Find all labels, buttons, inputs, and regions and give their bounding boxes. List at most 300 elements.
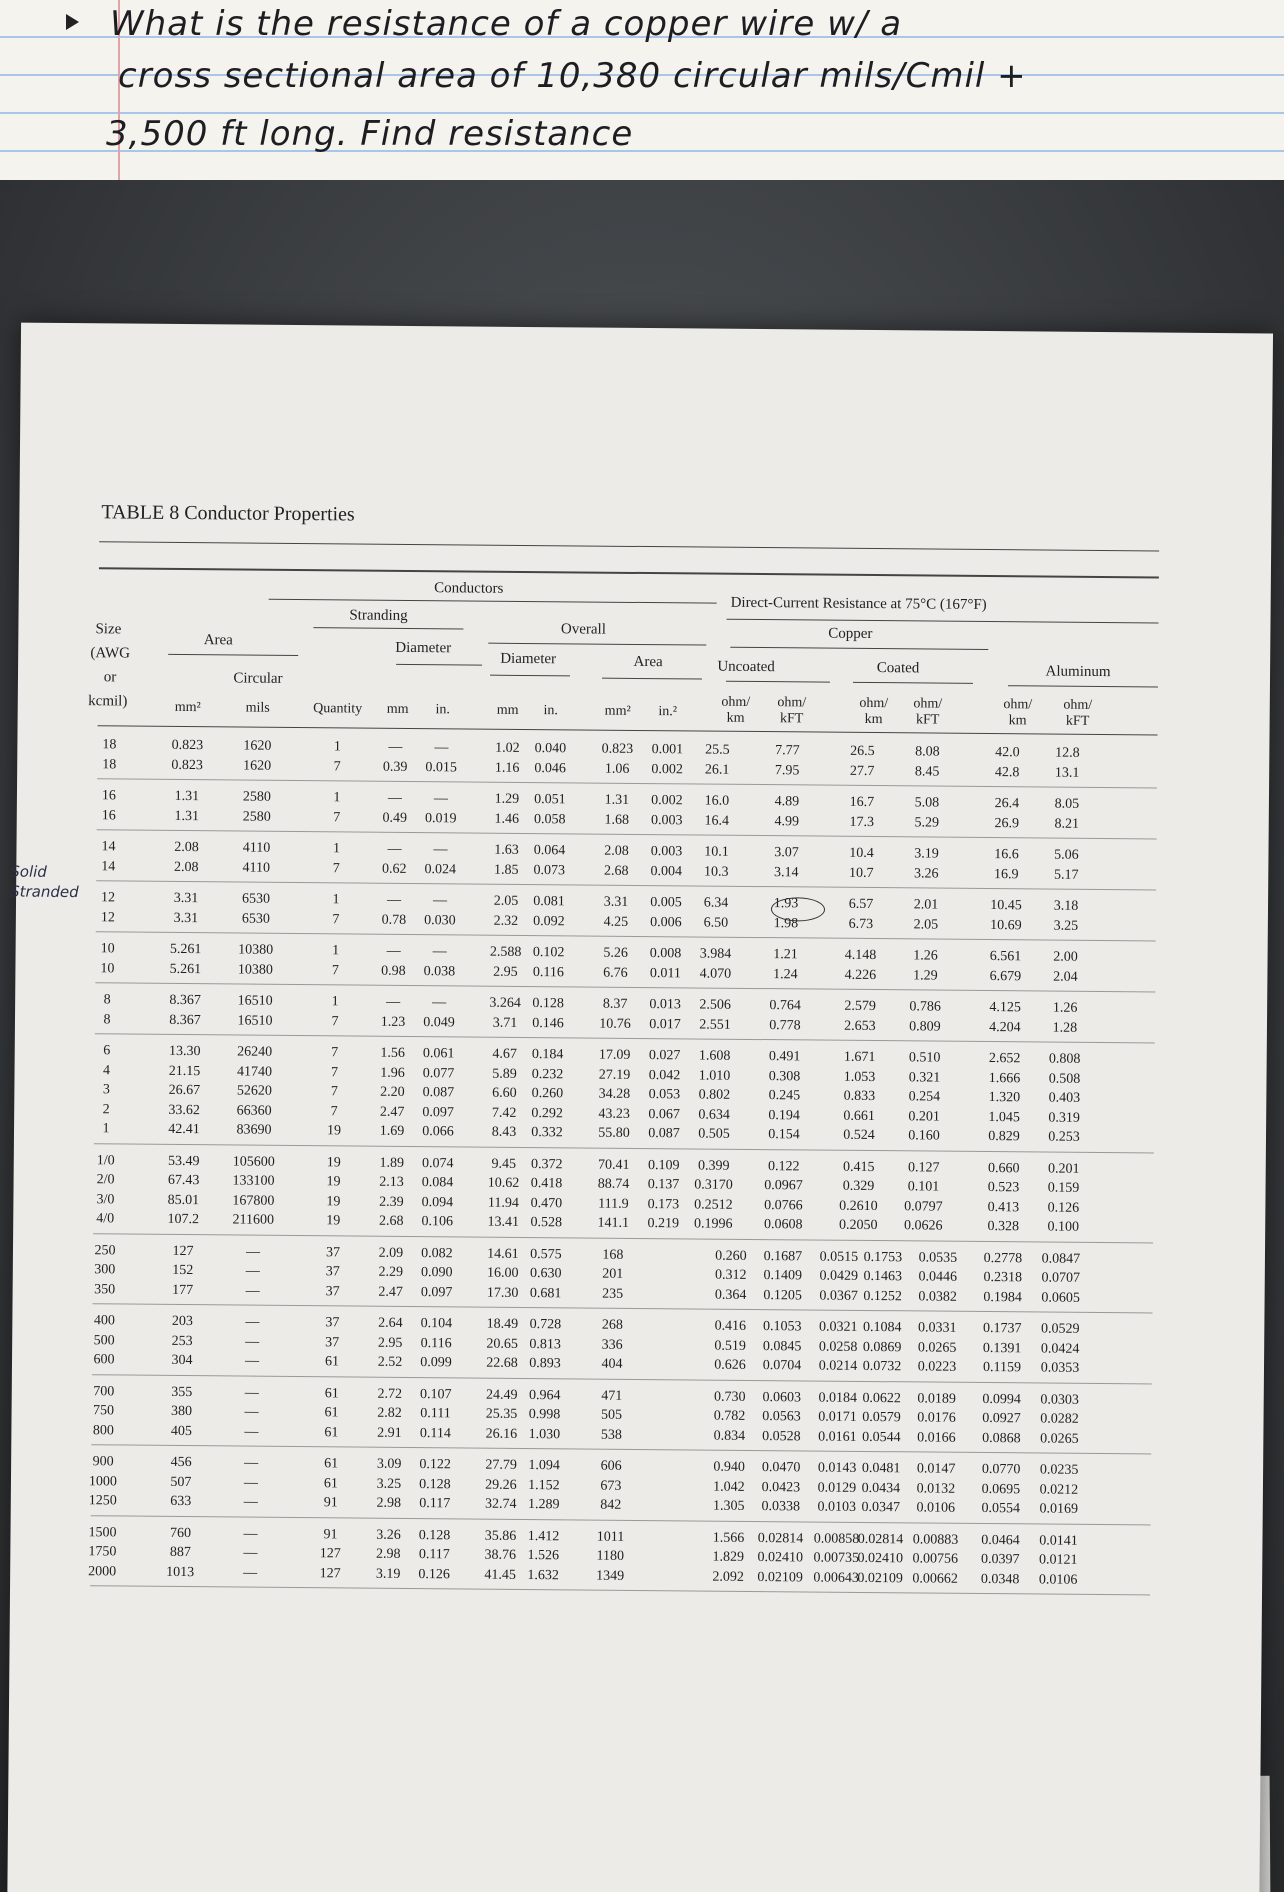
table-cell: 26.5 xyxy=(850,743,875,760)
table-cell: 7 xyxy=(331,962,339,978)
table-cell: 1.96 xyxy=(380,1065,405,1081)
table-cell: 0.082 xyxy=(421,1245,453,1261)
table-cell: 0.0223 xyxy=(917,1359,957,1375)
table-cell: 2.05 xyxy=(913,916,939,933)
table-cell: 0.0626 xyxy=(903,1218,943,1234)
table-cell: 0.519 xyxy=(714,1338,746,1354)
table-cell: 2.52 xyxy=(377,1354,403,1370)
table-cell: 0.102 xyxy=(532,945,565,961)
table-cell: 0.829 xyxy=(988,1129,1020,1145)
copper-rule xyxy=(730,647,988,650)
table-cell: 19 xyxy=(326,1213,341,1229)
table-cell: 0.2778 xyxy=(983,1250,1023,1266)
table-cell: 2580 xyxy=(242,789,272,805)
table-cell: 0.027 xyxy=(648,1048,681,1064)
table-cell: 380 xyxy=(171,1403,193,1420)
overall-rule xyxy=(488,643,706,646)
row-size: 1750 xyxy=(88,1544,117,1560)
table-cell: 1.320 xyxy=(988,1090,1021,1106)
table-cell: 1.671 xyxy=(843,1049,876,1066)
table-cell: 0.416 xyxy=(714,1318,747,1334)
table-cell: 25.5 xyxy=(705,742,730,758)
table-cell: 0.00643 xyxy=(813,1570,859,1586)
table-page xyxy=(7,323,1273,1892)
table-cell: 2.39 xyxy=(379,1194,404,1210)
dcr-header: Direct-Current Resistance at 75°C (167°F) xyxy=(730,594,987,614)
table-cell: 0.040 xyxy=(534,741,567,757)
row-size: 8 xyxy=(103,992,111,1008)
table-cell: 0.201 xyxy=(1047,1161,1080,1177)
table-cell: 26.16 xyxy=(485,1426,518,1442)
table-cell: 673 xyxy=(600,1478,622,1494)
table-cell: 1620 xyxy=(243,758,272,774)
table-cell: 7.95 xyxy=(774,762,800,778)
table-cell: 0.099 xyxy=(420,1355,452,1371)
table-cell: 1 xyxy=(332,892,340,908)
table-cell: 4110 xyxy=(242,860,271,876)
table-cell: 2.98 xyxy=(376,1546,401,1562)
column-header: ohm/ km xyxy=(859,695,889,728)
note-line-3: 3,500 ft long. Find resistance xyxy=(106,114,634,154)
row-size: 300 xyxy=(94,1262,116,1278)
table-cell: 26.4 xyxy=(994,796,1020,812)
table-cell: 6.50 xyxy=(703,915,729,931)
table-cell: 0.1084 xyxy=(863,1319,902,1336)
table-cell: 0.154 xyxy=(768,1127,800,1143)
table-cell: 0.575 xyxy=(530,1246,562,1262)
table-cell: 0.0147 xyxy=(916,1461,956,1477)
table-cell: 1013 xyxy=(166,1564,195,1580)
table-cell: 0.0106 xyxy=(916,1500,956,1516)
table-cell: 1.666 xyxy=(988,1070,1021,1086)
table-cell: 1.094 xyxy=(528,1458,560,1474)
table-cell: 0.064 xyxy=(533,843,566,859)
table-cell: 61 xyxy=(324,1405,339,1421)
table-cell: 1.85 xyxy=(494,862,519,878)
table-cell: 0.1753 xyxy=(863,1249,903,1265)
table-cell: 4.89 xyxy=(774,794,800,810)
table-cell: 1.29 xyxy=(494,791,520,807)
table-cell: 0.051 xyxy=(534,792,566,808)
table-cell: 1349 xyxy=(596,1568,625,1584)
table-cell: 17.09 xyxy=(598,1047,631,1063)
table-cell: 0.0927 xyxy=(982,1410,1021,1427)
table-cell: 0.0143 xyxy=(817,1460,857,1476)
uncoated-header: Uncoated xyxy=(717,658,775,676)
table-cell: 0.413 xyxy=(987,1199,1020,1215)
table-cell: 0.0528 xyxy=(762,1428,801,1444)
table-cell: 8.21 xyxy=(1054,816,1080,832)
table-cell: 0.117 xyxy=(419,1496,451,1512)
table-cell: 0.030 xyxy=(424,912,456,928)
overall-diameter-rule xyxy=(490,675,570,677)
table-cell: 34.28 xyxy=(598,1086,631,1102)
table-cell: 0.127 xyxy=(907,1159,940,1176)
table-cell: 0.2610 xyxy=(839,1198,878,1214)
table-cell: 1 xyxy=(333,739,341,755)
table-cell: 1.89 xyxy=(379,1155,405,1171)
table-cell: 0.0121 xyxy=(1038,1552,1078,1568)
table-cell: 0.319 xyxy=(1048,1110,1080,1126)
table-cell: 1.829 xyxy=(712,1549,745,1565)
table-cell: 0.104 xyxy=(420,1316,453,1332)
area-rule xyxy=(168,654,298,656)
overall-area-rule xyxy=(602,678,702,680)
table-cell: 0.1737 xyxy=(983,1321,1022,1337)
column-header: mm xyxy=(496,702,519,718)
table-cell: 3.14 xyxy=(773,864,799,880)
table-cell: 0.02109 xyxy=(757,1569,803,1585)
table-cell: 0.128 xyxy=(419,1476,451,1492)
table-cell: 1.28 xyxy=(1052,1020,1078,1036)
table-cell: 0.0184 xyxy=(818,1390,858,1406)
column-header: ohm/ km xyxy=(1003,697,1033,729)
row-size: 750 xyxy=(93,1403,115,1419)
table-cell: 9.45 xyxy=(491,1156,517,1172)
table-cell: 0.524 xyxy=(843,1127,875,1144)
table-cell: 1.16 xyxy=(494,760,520,776)
table-cell: 6.34 xyxy=(703,895,729,911)
table-cell: 1.305 xyxy=(712,1498,745,1514)
table-cell: 0.0766 xyxy=(764,1197,803,1213)
table-cell: 471 xyxy=(601,1388,623,1404)
row-size: 6 xyxy=(103,1043,111,1059)
table-cell: 0.0434 xyxy=(861,1480,901,1496)
table-cell: 0.160 xyxy=(908,1128,940,1144)
table-cell: — xyxy=(243,1526,258,1542)
table-cell: 177 xyxy=(172,1282,194,1298)
table-cell: 0.077 xyxy=(422,1065,455,1081)
table-cell: 37 xyxy=(325,1315,340,1331)
table-cell: 3.264 xyxy=(489,995,521,1011)
size-header-1: Size xyxy=(95,621,122,638)
table-cell: 404 xyxy=(601,1356,623,1372)
table-cell: 336 xyxy=(601,1337,623,1353)
table-cell: — xyxy=(432,995,447,1011)
table-cell: 1.02 xyxy=(495,740,520,756)
table-cell: 0.128 xyxy=(418,1527,451,1543)
table-cell: 0.0481 xyxy=(861,1460,901,1477)
table-cell: 0.2318 xyxy=(983,1270,1023,1286)
annotation-stranded: Stranded xyxy=(10,882,79,902)
table-cell: 1.98 xyxy=(773,915,799,931)
table-cell: 606 xyxy=(600,1458,622,1474)
table-cell: 0.823 xyxy=(171,737,204,754)
table-cell: 127 xyxy=(172,1243,194,1259)
table-cell: 0.02109 xyxy=(857,1570,903,1586)
row-size: 14 xyxy=(101,858,116,874)
table-cell: 0.0176 xyxy=(917,1410,956,1426)
column-header: in. xyxy=(435,702,450,718)
table-cell: 2.05 xyxy=(493,893,519,909)
size-header-2: (AWG xyxy=(90,645,131,662)
row-size: 14 xyxy=(101,839,116,855)
table-cell: 38.76 xyxy=(484,1547,517,1563)
row-size: 600 xyxy=(93,1352,115,1368)
table-cell: 0.0321 xyxy=(819,1319,858,1335)
table-cell: 10.7 xyxy=(848,865,874,881)
table-cell: 16.9 xyxy=(993,866,1019,882)
row-size: 4/0 xyxy=(96,1211,115,1227)
row-size: 2 xyxy=(102,1101,110,1117)
table-cell: 0.0770 xyxy=(981,1461,1021,1478)
table-cell: 10.69 xyxy=(990,917,1022,933)
table-cell: 0.254 xyxy=(908,1089,941,1105)
table-cell: 8.37 xyxy=(602,996,628,1012)
table-cell: 6.57 xyxy=(848,896,874,913)
table-cell: 0.0282 xyxy=(1040,1411,1079,1427)
row-size: 350 xyxy=(94,1281,116,1297)
table-cell: 2580 xyxy=(242,809,271,825)
table-cell: 2.579 xyxy=(844,998,876,1015)
table-cell: 8.05 xyxy=(1054,796,1080,812)
table-cell: 107.2 xyxy=(167,1211,200,1228)
table-cell: 26.9 xyxy=(994,815,1020,831)
table-cell: 0.122 xyxy=(419,1457,451,1473)
table-cell: 0.094 xyxy=(421,1194,454,1210)
table-cell: 2.98 xyxy=(376,1495,402,1511)
table-cell: 27.79 xyxy=(485,1457,517,1473)
table-cell: 268 xyxy=(601,1317,623,1333)
table-cell: 0.0171 xyxy=(818,1409,857,1425)
table-cell: 2.72 xyxy=(377,1386,403,1402)
table-cell: 0.833 xyxy=(843,1088,876,1105)
table-cell: 355 xyxy=(171,1384,193,1400)
table-cell: 12.8 xyxy=(1055,745,1080,761)
uncoated-rule xyxy=(726,681,830,683)
table-cell: 152 xyxy=(172,1262,194,1279)
table-cell: 0.823 xyxy=(171,757,204,773)
table-cell: 2.01 xyxy=(913,897,939,913)
row-size: 8 xyxy=(103,1011,111,1027)
overall-header: Overall xyxy=(560,621,606,638)
table-cell: 2.68 xyxy=(378,1213,404,1229)
table-cell: 0.0338 xyxy=(761,1499,801,1515)
table-cell: 2.00 xyxy=(1053,949,1078,965)
table-cell: 0.049 xyxy=(423,1014,455,1030)
table-cell: 6.679 xyxy=(989,968,1022,984)
table-cell: 0.1984 xyxy=(983,1289,1022,1305)
table-cell: 0.02814 xyxy=(857,1531,904,1547)
table-cell: 0.0845 xyxy=(762,1338,802,1354)
table-cell: 2.653 xyxy=(844,1018,876,1034)
table-cell: 211600 xyxy=(232,1212,275,1228)
row-size: 3 xyxy=(102,1082,110,1098)
table-cell: 0.0605 xyxy=(1041,1290,1080,1306)
table-cell: 1.152 xyxy=(528,1477,560,1493)
table-cell: 0.1409 xyxy=(763,1268,803,1284)
table-cell: 0.1053 xyxy=(763,1319,802,1335)
table-cell: 507 xyxy=(170,1474,192,1490)
table-cell: 0.092 xyxy=(533,913,565,929)
table-cell: 3.31 xyxy=(173,890,199,907)
table-cell: 0.159 xyxy=(1047,1180,1080,1196)
table-cell: 0.042 xyxy=(648,1067,681,1083)
table-cell: 16.0 xyxy=(704,793,730,809)
table-cell: 2.092 xyxy=(712,1569,744,1585)
table-cell: 0.109 xyxy=(647,1157,680,1173)
table-cell: 0.066 xyxy=(422,1124,454,1140)
table-cell: — xyxy=(244,1404,259,1420)
table-cell: 0.332 xyxy=(531,1125,563,1141)
table-cell: 0.1391 xyxy=(982,1340,1022,1356)
table-cell: 0.403 xyxy=(1048,1090,1081,1106)
table-cell: 0.114 xyxy=(419,1425,451,1441)
table-cell: 0.002 xyxy=(651,761,684,777)
table-cell: 13.1 xyxy=(1054,765,1080,781)
table-cell: 2.20 xyxy=(380,1084,405,1100)
table-cell: 5.261 xyxy=(169,961,202,977)
table-cell: 0.523 xyxy=(987,1180,1020,1196)
table-cell: 0.1205 xyxy=(763,1287,802,1303)
table-cell: 1180 xyxy=(596,1548,625,1564)
table-cell: 0.090 xyxy=(420,1265,453,1281)
table-cell: 1 xyxy=(332,841,341,857)
table-cell: 6.76 xyxy=(603,965,628,981)
table-cell: 0.00883 xyxy=(912,1531,959,1548)
table-cell: 253 xyxy=(171,1333,193,1349)
size-header-4: kcmil) xyxy=(88,693,128,710)
table-cell: 70.41 xyxy=(597,1157,630,1173)
column-header: mm xyxy=(386,701,409,717)
aluminum-header: Aluminum xyxy=(1045,663,1111,681)
table-cell: 0.0132 xyxy=(916,1480,956,1497)
table-cell: 2.551 xyxy=(699,1017,731,1033)
table-cell: 0.122 xyxy=(767,1158,800,1174)
table-cell: — xyxy=(244,1424,259,1440)
table-cell: 61 xyxy=(323,1475,339,1491)
table-cell: 0.0169 xyxy=(1039,1501,1079,1517)
table-cell: 0.1687 xyxy=(763,1248,803,1264)
table-cell: 0.786 xyxy=(909,999,941,1015)
table-cell: 2.68 xyxy=(603,863,629,879)
table-cell: 0.0303 xyxy=(1040,1392,1080,1408)
table-cell: 168 xyxy=(602,1247,624,1263)
table-cell: 3.19 xyxy=(375,1566,401,1582)
table-cell: 26240 xyxy=(237,1044,273,1060)
table-cell: 0.106 xyxy=(421,1214,454,1230)
table-cell: 8.367 xyxy=(169,992,201,1009)
table-cell: 1.045 xyxy=(988,1109,1020,1125)
table-cell: 88.74 xyxy=(597,1176,630,1192)
table-cell: 21.15 xyxy=(168,1063,201,1079)
table-cell: 3.25 xyxy=(1053,918,1079,934)
table-cell: 8.43 xyxy=(491,1124,517,1140)
table-cell: 1 xyxy=(333,790,341,806)
table-cell: 8.367 xyxy=(169,1012,201,1028)
table-cell: 26.67 xyxy=(168,1082,201,1099)
table-cell: 42.8 xyxy=(994,764,1020,780)
table-cell: 0.111 xyxy=(420,1406,451,1422)
table-cell: 0.0424 xyxy=(1040,1341,1080,1357)
table-cell: 61 xyxy=(324,1456,339,1472)
table-cell: 1.31 xyxy=(174,788,200,805)
table-cell: — xyxy=(245,1263,260,1279)
table-cell: 2.09 xyxy=(378,1245,404,1261)
table-cell: 0.630 xyxy=(529,1266,562,1282)
table-cell: 7.77 xyxy=(775,743,800,759)
table-cell: 1.042 xyxy=(713,1479,745,1495)
row-size: 16 xyxy=(101,807,116,823)
table-cell: 16.00 xyxy=(486,1265,519,1281)
table-cell: — xyxy=(432,893,448,909)
column-header: mm² xyxy=(604,703,631,719)
table-cell: 7 xyxy=(333,809,341,825)
table-cell: 0.802 xyxy=(698,1087,731,1103)
table-cell: 6.561 xyxy=(989,949,1022,965)
table-cell: 111.9 xyxy=(598,1196,629,1212)
table-cell: 0.0515 xyxy=(819,1249,859,1265)
table-cell: 27.19 xyxy=(598,1067,631,1083)
table-cell: 2.95 xyxy=(493,964,518,980)
table-cell: 0.0847 xyxy=(1041,1251,1081,1267)
table-cell: 0.253 xyxy=(1048,1129,1080,1145)
table-cell: 0.00735 xyxy=(813,1550,860,1566)
stranding-header: Stranding xyxy=(349,607,408,624)
table-cell: 1.29 xyxy=(913,967,938,984)
table-cell: 0.998 xyxy=(528,1407,561,1423)
row-size: 700 xyxy=(93,1383,115,1399)
table-cell: 0.245 xyxy=(768,1088,801,1104)
table-cell: 19 xyxy=(326,1123,342,1139)
table-cell: 7 xyxy=(330,1103,338,1119)
table-cell: 0.0732 xyxy=(862,1358,902,1375)
table-cell: 0.084 xyxy=(421,1175,454,1191)
row-size: 400 xyxy=(93,1313,115,1329)
table-cell: 2.32 xyxy=(493,913,519,929)
table-cell: 91 xyxy=(323,1495,338,1511)
table-cell: — xyxy=(386,943,401,959)
table-cell: 7 xyxy=(333,758,341,774)
table-cell: 41.45 xyxy=(484,1567,516,1583)
table-cell: 1.93 xyxy=(773,896,799,912)
table-cell: 0.0622 xyxy=(862,1390,902,1406)
table-cell: 1.010 xyxy=(698,1068,731,1084)
table-cell: 0.328 xyxy=(987,1219,1020,1235)
table-cell: — xyxy=(243,1494,258,1510)
table-cell: 42.41 xyxy=(168,1121,200,1138)
table-cell: 29.26 xyxy=(485,1477,517,1493)
table-cell: 538 xyxy=(600,1427,622,1443)
table-cell: 0.0869 xyxy=(862,1339,902,1355)
table-cell: 7 xyxy=(332,860,340,876)
dcr-rule xyxy=(727,619,1159,624)
table-cell: 7 xyxy=(332,911,340,927)
table-cell: 0.470 xyxy=(530,1195,563,1211)
table-cell: 10380 xyxy=(238,942,274,958)
table-cell: 505 xyxy=(600,1407,623,1423)
table-cell: 0.964 xyxy=(528,1387,561,1403)
table-cell: 2.08 xyxy=(174,859,199,875)
table-cell: — xyxy=(386,892,402,908)
table-cell: 18.49 xyxy=(486,1316,519,1332)
table-cell: — xyxy=(432,944,447,960)
table-cell: 0.308 xyxy=(768,1068,801,1084)
table-cell: 0.823 xyxy=(601,741,634,757)
table-cell: 17.30 xyxy=(486,1285,519,1301)
table-cell: 41740 xyxy=(236,1063,273,1080)
table-cell: 2.588 xyxy=(489,944,522,960)
table-cell: 0.128 xyxy=(532,996,564,1012)
table-cell: 5.17 xyxy=(1053,867,1079,883)
table-cell: 0.528 xyxy=(530,1215,563,1231)
table-cell: 0.98 xyxy=(381,963,406,979)
table-cell: 887 xyxy=(169,1544,191,1561)
table-cell: 0.081 xyxy=(533,894,565,910)
table-cell: 0.764 xyxy=(769,998,801,1014)
row-size: 500 xyxy=(93,1332,115,1348)
table-cell: 0.107 xyxy=(419,1386,452,1402)
